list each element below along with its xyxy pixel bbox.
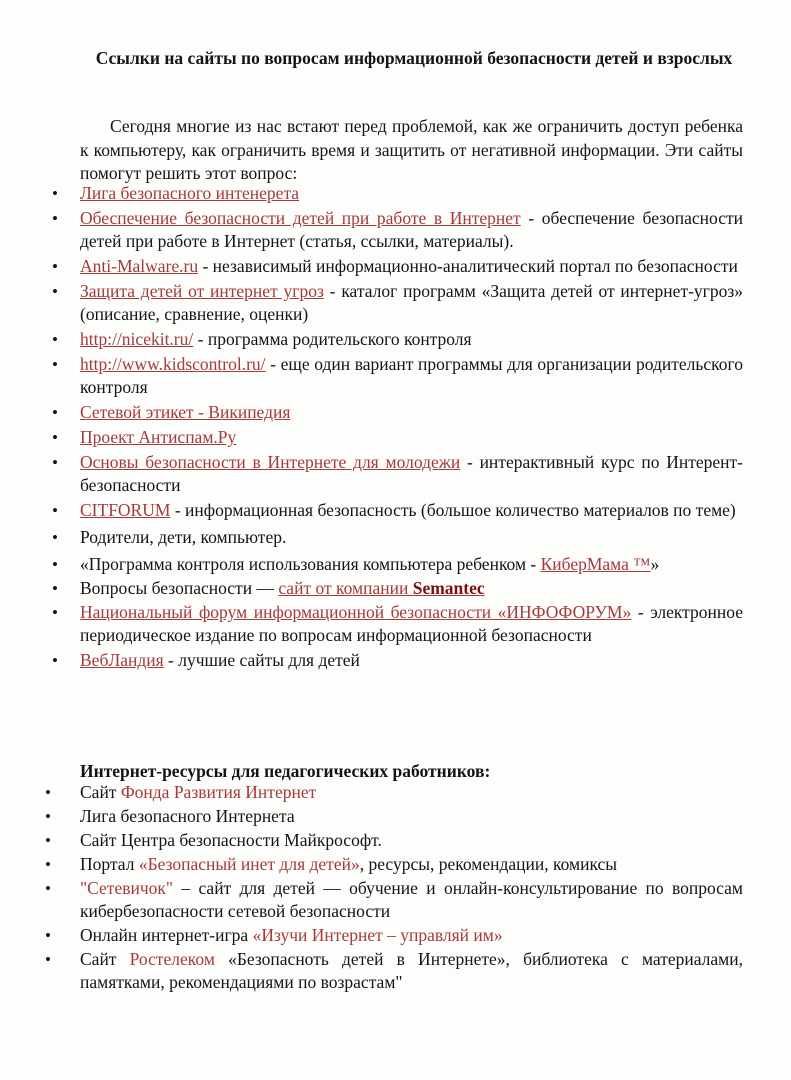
list-item: • http://nicekit.ru/ - программа родительского контроля <box>52 329 472 349</box>
list-item: • Основы безопасности в Интернете для молодежи - интерактивный курс по Интерент-безопасности <box>52 452 743 495</box>
bullet-icon: • <box>45 879 51 898</box>
bullet-icon: • <box>52 528 58 547</box>
links-list <box>0 182 743 672</box>
list-item: • Anti-Malware.ru - независимый информационно-аналитический портал по безопасности <box>52 256 738 276</box>
list-item: • Обеспечение безопасности детей при работе в Интернет - обеспечение безопасности детей при работе в Интернет (статья, ссылки, материалы). <box>52 208 743 251</box>
resource-link[interactable]: «Безопасный инет для детей» <box>138 854 360 874</box>
resource-link[interactable]: Фонда Развития Интернет <box>120 782 317 802</box>
link-infoforum[interactable]: Национальный форум информационной безопасности «ИНФОФОРУМ» <box>80 602 632 622</box>
resource-link[interactable]: Ростелеком <box>129 949 215 969</box>
link-child-safety[interactable]: Обеспечение безопасности детей при работе в Интернет <box>80 208 521 228</box>
list-item <box>0 401 743 424</box>
bullet-icon: • <box>45 926 51 945</box>
intro-paragraph: Сегодня многие из нас встают перед проблемой, как же ограничить доступ ребенка к компьютеру, как ограничить время и защитить от негативной информации. Эти сайты помогут решить этот вопрос: <box>80 116 743 183</box>
list-item: • Портал «Безопасный инет для детей», ресурсы, рекомендации, комиксы <box>45 854 618 874</box>
resources-list <box>0 780 743 994</box>
bullet-icon: • <box>52 579 58 598</box>
list-item: • Вопросы безопасности — сайт от компании Semantec <box>52 578 485 598</box>
bullet-icon: • <box>52 403 58 422</box>
resource-link[interactable]: «Изучи Интернет – управляй им» <box>252 925 503 945</box>
resource-link[interactable]: "Сетевичок" <box>80 878 174 898</box>
bullet-icon: • <box>52 555 58 574</box>
bullet-icon: • <box>52 603 58 622</box>
list-item <box>0 182 743 205</box>
bullet-icon: • <box>45 783 51 802</box>
link-anti-malware[interactable]: Anti-Malware.ru <box>80 256 199 276</box>
list-item <box>0 426 743 449</box>
bullet-icon: • <box>52 184 58 203</box>
bullet-icon: • <box>52 209 58 228</box>
list-item: • CITFORUM - информационная безопасность (большое количество материалов по теме) <box>52 500 736 520</box>
bullet-icon: • <box>45 950 51 969</box>
link-safe-internet-league[interactable]: Лига безопасного интенерета <box>80 183 300 203</box>
list-item: • http://www.kidscontrol.ru/ - еще один вариант программы для организации родительского контроля <box>52 354 743 397</box>
list-item: • «Программа контроля использования компьютера ребенком - КиберМама ™» <box>52 554 660 574</box>
bullet-icon: • <box>52 501 58 520</box>
list-item: • Защита детей от интернет угроз - каталог программ «Защита детей от интернет-угроз» (описание, сравнение, оценки) <box>52 281 744 324</box>
link-weblandia[interactable]: ВебЛандия <box>80 650 164 670</box>
bullet-icon: • <box>52 453 58 472</box>
link-kidscontrol[interactable]: http://www.kidscontrol.ru/ <box>80 354 266 374</box>
link-semantec[interactable]: сайт от компании Semantec <box>278 578 485 598</box>
bullet-icon: • <box>52 282 58 301</box>
page-title: Ссылки на сайты по вопросам информационной безопасности детей и взрослых <box>95 48 733 68</box>
link-antispam[interactable]: Проект Антиспам.Ру <box>80 427 237 447</box>
list-item: • "Сетевичок" – сайт для детей — обучение и онлайн-консультирование по вопросам кибербезопасности сетевой безопасности <box>45 878 743 921</box>
bullet-icon: • <box>52 257 58 276</box>
link-youth-safety[interactable]: Основы безопасности в Интернете для молодежи <box>80 452 461 472</box>
bullet-icon: • <box>45 831 51 850</box>
list-item: • Лига безопасного Интернета <box>45 806 295 826</box>
list-item: • Родители, дети, компьютер. <box>52 527 287 547</box>
list-item: • Сайт Ростелеком «Безопасноть детей в Интернете», библиотека с материалами, памятками, рекомендациями по возрастам" <box>45 949 743 992</box>
list-item: • ВебЛандия - лучшие сайты для детей <box>52 650 360 670</box>
bullet-icon: • <box>52 355 58 374</box>
section-heading: Интернет-ресурсы для педагогических работников: <box>80 761 491 781</box>
list-item: • Онлайн интернет-игра «Изучи Интернет – управляй им» <box>45 925 503 945</box>
bullet-icon: • <box>52 330 58 349</box>
list-item: • Сайт Фонда Развития Интернет <box>45 782 317 802</box>
link-netiquette[interactable]: Сетевой этикет - Википедия <box>80 402 291 422</box>
list-item: • Сайт Центра безопасности Майкрософт. <box>45 830 382 850</box>
bullet-icon: • <box>52 428 58 447</box>
link-nicekit[interactable]: http://nicekit.ru/ <box>80 329 194 349</box>
link-citforum[interactable]: CITFORUM <box>80 500 171 520</box>
link-kibermama[interactable]: КиберМама ™ <box>540 554 651 574</box>
bullet-icon: • <box>52 651 58 670</box>
bullet-icon: • <box>45 855 51 874</box>
bullet-icon: • <box>45 807 51 826</box>
link-child-protection[interactable]: Защита детей от интернет угроз <box>80 281 324 301</box>
list-item: • Национальный форум информационной безопасности «ИНФОФОРУМ» - электронное периодическое издание по вопросам информационной безопасности <box>52 602 744 645</box>
